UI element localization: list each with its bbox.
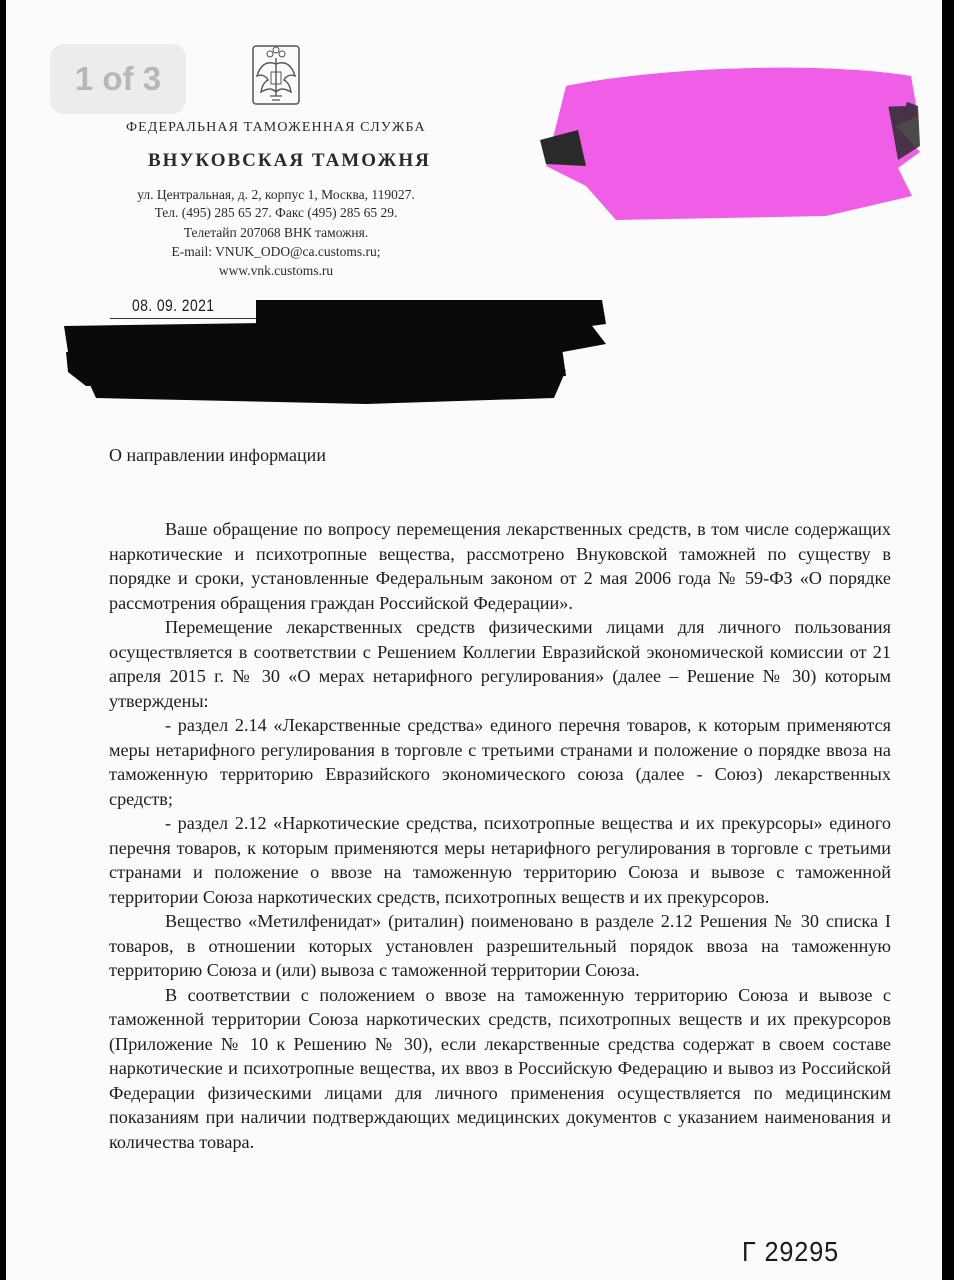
coat-of-arms-emblem (246, 42, 306, 108)
body-paragraph: Вещество «Метилфенидат» (риталин) поименовано в разделе 2.12 Решения № 30 списка I товаров, в отношении которых установлен разрешительный порядок ввоза на таможенную территорию Союза и (или) вывоза с таможенной территории Союза. (109, 911, 891, 980)
address-line: ул. Центральная, д. 2, корпус 1, Москва, 119027. (137, 187, 415, 202)
phone-fax-line: Тел. (495) 285 65 27. Факс (495) 285 65 29. (154, 205, 398, 220)
letter-subject: О направлении информации (109, 445, 326, 465)
redaction-pink-marker (526, 56, 926, 236)
date-underline (110, 318, 270, 319)
letter-body (109, 517, 891, 1154)
body-paragraph: Перемещение лекарственных средств физическими лицами для личного пользования осуществляется в соответствии с Решением Коллегии Евразийской экономической комиссии от 21 апреля 2015 г. № 30 «О мерах нетарифного регулирования» (далее – Решение № 30) которым утверждены: (109, 617, 891, 711)
body-paragraph: Ваше обращение по вопросу перемещения лекарственных средств, в том числе содержащих наркотические и психотропные вещества, рассмотрено Внуковской таможней по существу в порядке и сроки, установленные Федеральным законом от 2 мая 2006 года № 59-ФЗ «О порядке рассмотрения обращения граждан Российской Федерации». (109, 519, 891, 613)
page-counter: 1 of 3 (50, 44, 186, 114)
serial-number-stamp: Г 29295 (742, 1236, 840, 1267)
body-list-item: - раздел 2.12 «Наркотические средства, психотропные вещества и их прекурсоры» единого перечня товаров, к которым применяются меры нетарифного регулирования в торговле с третьими странами и положение о ввозе на таможенную территорию Союза и вывозе с таможенной территории Союза наркотических средств, психотропных веществ и их прекурсоров. (109, 813, 891, 907)
document-page (6, 0, 942, 1280)
body-list-item: - раздел 2.14 «Лекарственные средства» единого перечня товаров, к которым применяются меры нетарифного регулирования в торговле с третьими странами и положение о порядке ввоза на таможенную территорию Евразийского экономического союза (далее - Союз) лекарственных средств; (109, 715, 891, 809)
agency-name: ФЕДЕРАЛЬНАЯ ТАМОЖЕННАЯ СЛУЖБА (126, 120, 426, 135)
body-paragraph: В соответствии с положением о ввозе на таможенную территорию Союза и вывозе с таможенной территории Союза наркотических средств, психотропных веществ и их прекурсоров (Приложение № 10 к Решению № 30), если лекарственные средства содержат в своем составе наркотические и психотропные вещества, их ввоз в Российскую Федерацию и вывоз из Российской Федерации физическими лицами для личного применения осуществляется по медицинским показаниям при наличии подтверждающих медицинских документов с указанием наименования и количества товара. (109, 984, 891, 1152)
document-date: 08. 09. 2021 (132, 296, 215, 315)
email-line: E-mail: VNUK_ODO@ca.customs.ru; (171, 244, 381, 259)
office-name: ВНУКОВСКАЯ ТАМОЖНЯ (148, 150, 431, 171)
teletype-line: Телетайп 207068 ВНК таможня. (183, 225, 369, 240)
website-line: www.vnk.customs.ru (218, 263, 334, 278)
